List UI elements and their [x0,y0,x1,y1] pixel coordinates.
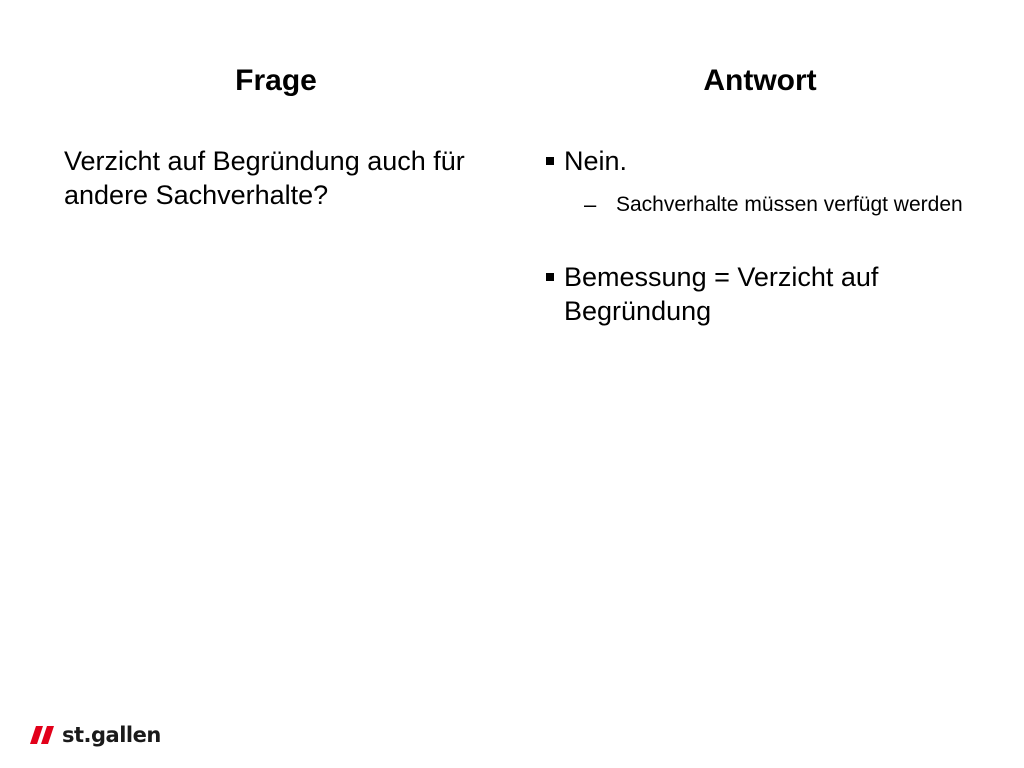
square-bullet-icon [546,157,554,165]
answer-sub-text: Sachverhalte müssen verfügt werden [616,193,963,216]
frage-heading: Frage [235,64,317,97]
logo-stripes-icon [30,726,60,744]
dash-bullet-icon: – [584,192,597,217]
answer-text: Bemessung = Verzicht auf Begründung [564,262,879,326]
question-text: Verzicht auf Begründung auch für andere Sachverhalte? [64,146,465,210]
answer-text: Nein. [564,146,628,176]
st-gallen-logo [30,722,161,748]
answer-item [546,144,986,178]
square-bullet-icon [546,273,554,281]
answer-list [546,144,986,328]
logo-text: st.gallen [62,723,161,747]
answer-item [546,260,986,328]
antwort-heading: Antwort [703,64,817,97]
answer-sub-item [584,190,986,220]
